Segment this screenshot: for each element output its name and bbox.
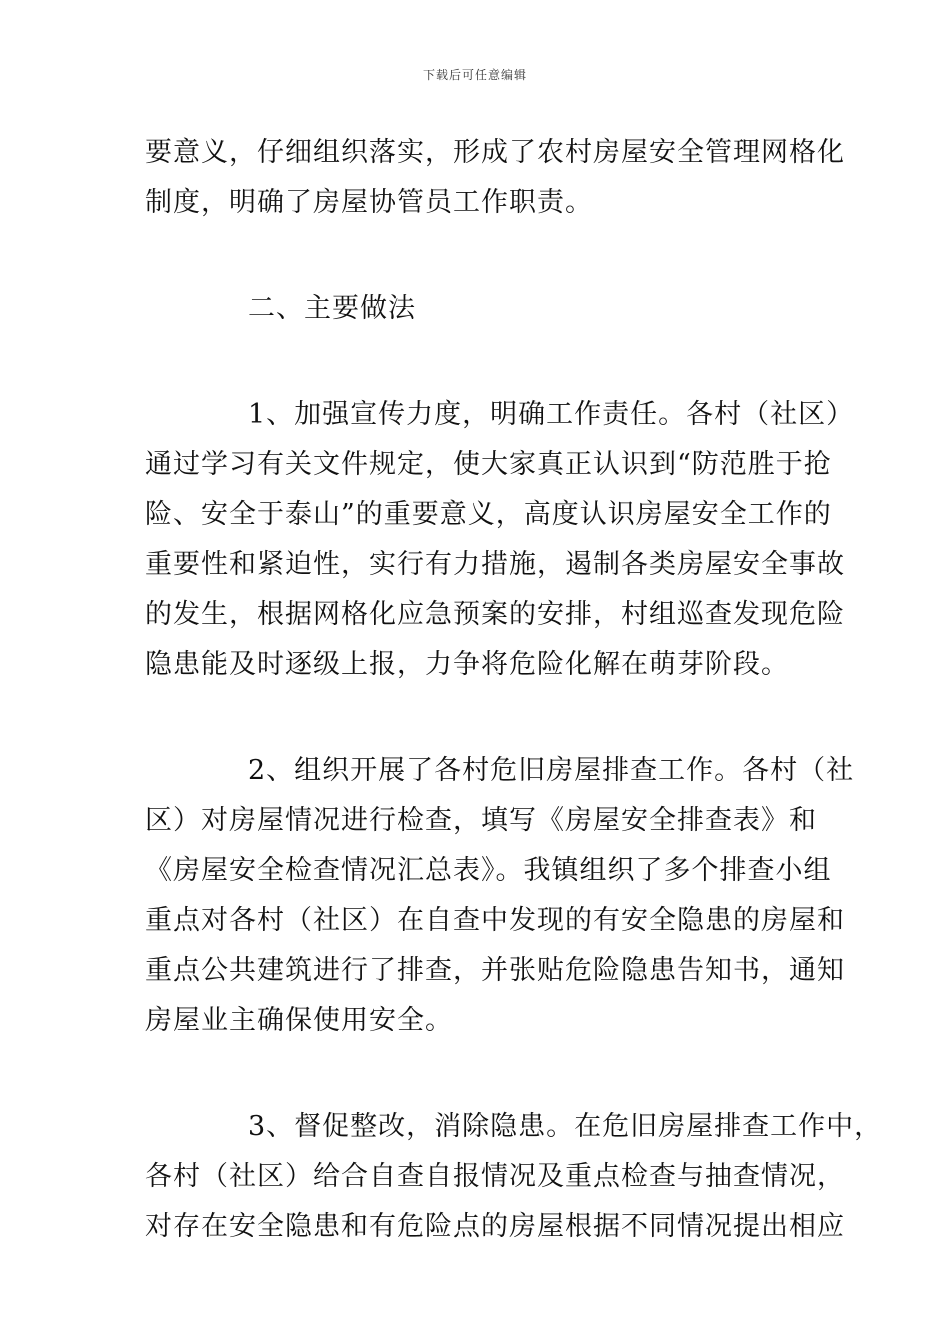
text-line: 区）对房屋情况进行检查，填写《房屋安全排查表》和 <box>145 805 817 836</box>
paragraph-3 <box>145 1102 883 1252</box>
text-line: 对存在安全隐患和有危险点的房屋根据不同情况提出相应 <box>145 1211 845 1242</box>
section-heading <box>145 284 815 334</box>
text-line: 各村（社区）给合自查自报情况及重点检查与抽查情况， <box>145 1161 845 1192</box>
page-header: 下载后可任意编辑 <box>422 68 527 82</box>
document-body <box>145 128 883 1252</box>
text-line: 隐患能及时逐级上报，力争将危险化解在萌芽阶段。 <box>145 649 789 680</box>
text-line: 1、加强宣传力度，明确工作责任。各村（社区） <box>248 399 855 430</box>
text-line: 《房屋安全检查情况汇总表》。我镇组织了多个排查小组 <box>145 855 832 886</box>
text-line: 险、安全于泰山”的重要意义，高度认识房屋安全工作的 <box>145 499 832 530</box>
text-line: 要意义，仔细组织落实，形成了农村房屋安全管理网格化 <box>145 137 845 168</box>
paragraph-2 <box>145 746 855 1046</box>
paragraph-1 <box>145 390 855 690</box>
text-line: 2、组织开展了各村危旧房屋排查工作。各村（社 <box>248 755 855 786</box>
text-line: 重要性和紧迫性，实行有力措施，遏制各类房屋安全事故 <box>145 549 845 580</box>
text-line: 重点对各村（社区）在自查中发现的有安全隐患的房屋和 <box>145 905 845 936</box>
heading-text: 二、主要做法 <box>248 293 416 324</box>
paragraph-continuation <box>145 128 845 228</box>
text-line: 制度，明确了房屋协管员工作职责。 <box>145 187 593 218</box>
text-line: 通过学习有关文件规定，使大家真正认识到“防范胜于抢 <box>145 449 832 480</box>
text-line: 3、督促整改，消除隐患。在危旧房屋排查工作中， <box>248 1111 883 1142</box>
text-line: 的发生，根据网格化应急预案的安排，村组巡查发现危险 <box>145 599 845 630</box>
text-line: 房屋业主确保使用安全。 <box>145 1005 453 1036</box>
text-line: 重点公共建筑进行了排查，并张贴危险隐患告知书，通知 <box>145 955 845 986</box>
